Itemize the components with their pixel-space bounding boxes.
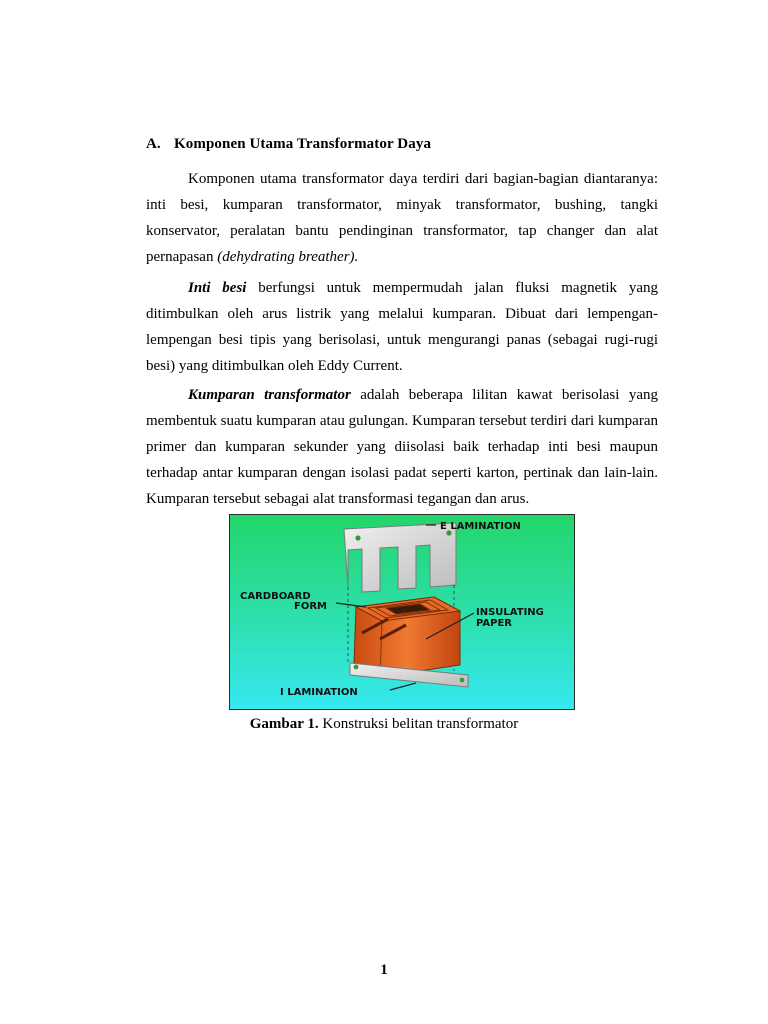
- e-lamination-hole-left: [355, 535, 360, 540]
- paragraph-iron-core: [146, 275, 658, 379]
- label-insulating: INSULATING: [476, 607, 544, 618]
- paragraph-components-italic: (dehydrating breather).: [217, 249, 359, 265]
- paragraph-coil-text: adalah beberapa lilitan kawat berisolasi yang membentuk suatu kumparan atau gulungan. Kumparan tersebut terdiri dari kumparan primer dan kumparan sekunder yang diisolasi baik terhadap inti besi maupun terhadap antar kumparan dengan isolasi padat seperti karton, pertinak dan lain-lain. Kumparan tersebut sebagai alat transformasi tegangan dan arus.: [146, 387, 658, 507]
- i-lamination-hole-left: [354, 665, 359, 670]
- paragraph-components: [146, 166, 658, 270]
- transformer-diagram: [230, 515, 575, 710]
- label-e-lamination: E LAMINATION: [440, 521, 521, 532]
- paragraph-components-text: Komponen utama transformator daya terdiri dari bagian-bagian diantaranya: inti besi, kumparan transformator, minyak transformator, bushing, tangki konservator, peralatan bantu pendinginan transformator, tap changer dan alat pernapasan: [146, 171, 658, 265]
- label-i-lamination: I LAMINATION: [280, 687, 358, 698]
- paragraph-coil: [146, 382, 658, 512]
- transformer-construction-figure: [229, 514, 575, 710]
- page-number: 1: [380, 962, 388, 978]
- label-form: FORM: [294, 601, 327, 612]
- section-heading: [146, 136, 431, 153]
- label-paper: PAPER: [476, 618, 513, 629]
- figure-caption-text: Konstruksi belitan transformator: [318, 716, 519, 732]
- figure-caption-label: Gambar 1.: [249, 716, 319, 732]
- figure-caption: [0, 716, 768, 733]
- label-cardboard: CARDBOARD: [240, 591, 311, 602]
- paragraph-iron-core-text: berfungsi untuk mempermudah jalan fluksi magnetik yang ditimbulkan oleh arus listrik yang melalui kumparan. Dibuat dari lempengan-lempengan besi tipis yang berisolasi, untuk mengurangi panas (sebagai rugi-rugi besi) yang ditimbulkan oleh Eddy Current.: [146, 280, 658, 374]
- section-title: Komponen Utama Transformator Daya: [174, 136, 432, 152]
- term-iron-core: Inti besi: [188, 280, 247, 296]
- section-letter: A.: [146, 136, 161, 152]
- term-coil: Kumparan transformator: [188, 387, 351, 403]
- i-lamination-hole-right: [460, 678, 465, 683]
